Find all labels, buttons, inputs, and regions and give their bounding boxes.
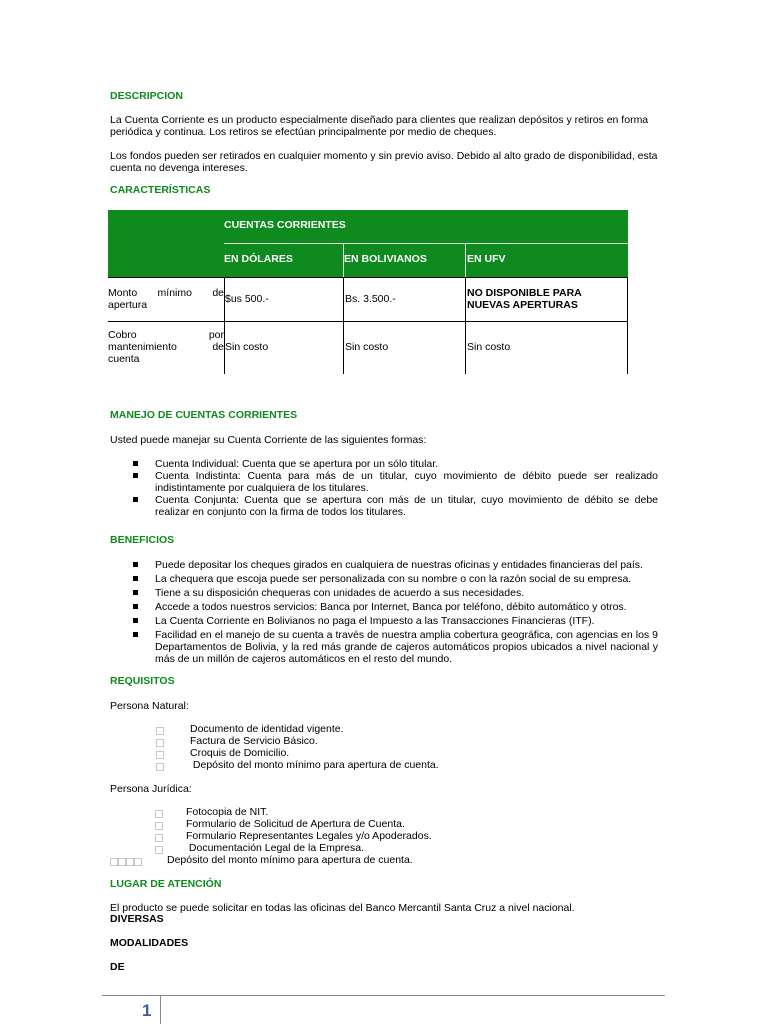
section-heading-beneficios: BENEFICIOS bbox=[110, 534, 175, 546]
list-item-text: Cuenta Conjunta: Cuenta que se apertura con más de un titular, cuyo movimiento de débito se debe realizar en conjunto con la firma de todos los titulares. bbox=[155, 494, 658, 518]
descripcion-p1-line1: La Cuenta Corriente es un producto especialmente diseñado para clientes que realizan depósitos y retiros en forma bbox=[110, 114, 649, 126]
requisito-juridica-item: Formulario de Solicitud de Apertura de Cuenta. bbox=[186, 818, 405, 830]
checkbox-icon bbox=[126, 858, 134, 866]
list-item-text: Puede depositar los cheques girados en cualquiera de nuestras oficinas y entidades financieras del país. bbox=[155, 559, 643, 571]
table-line bbox=[224, 277, 225, 374]
caracteristicas-table bbox=[108, 210, 628, 374]
label-word: Cobro bbox=[108, 329, 137, 341]
table-group-header: CUENTAS CORRIENTES bbox=[224, 219, 624, 231]
requisito-juridica-item: Documentación Legal de la Empresa. bbox=[186, 842, 365, 854]
checkbox-icon bbox=[134, 858, 142, 866]
list-item bbox=[133, 615, 658, 627]
section-heading-manejo: MANEJO DE CUENTAS CORRIENTES bbox=[110, 409, 298, 421]
table-line bbox=[343, 277, 344, 374]
list-item-text: La chequera que escoja puede ser personalizada con su nombre o con la razón social de su empresa. bbox=[155, 573, 632, 585]
section-heading-descripcion: DESCRIPCION bbox=[110, 90, 183, 102]
table-col-header-bolivianos: EN BOLIVIANOS bbox=[344, 253, 427, 265]
table-cell-monto-ufv: NO DISPONIBLE PARA NUEVAS APERTURAS bbox=[467, 287, 582, 311]
checkbox-icon bbox=[155, 810, 163, 818]
list-item-text: Cuenta Individual: Cuenta que se apertura por un sólo titular. bbox=[155, 458, 439, 470]
lugar-text: El producto se puede solicitar en todas las oficinas del Banco Mercantil Santa Cruz a nivel nacional. bbox=[110, 902, 575, 914]
label-word: de bbox=[212, 341, 224, 353]
checkbox-icon bbox=[118, 858, 126, 866]
list-item-text: La Cuenta Corriente en Bolivianos no paga el Impuesto a las Transacciones Financieras (ITF). bbox=[155, 615, 595, 627]
table-row-label-cobro bbox=[108, 329, 224, 365]
beneficios-list bbox=[133, 559, 658, 665]
list-item bbox=[133, 629, 658, 665]
list-item-text: Facilidad en el manejo de su cuenta a través de nuestra amplia cobertura geográfica, con agencias en los 9 Departamentos de Bolivia, y la red más grande de cajeros automáticos propios ubicados a nivel nacional y más de un millón de cajeros automáticos en el resto del mundo. bbox=[155, 629, 658, 665]
descripcion-p1-line2: periódica y continua. Los retiros se efectúan principalmente por medio de cheques. bbox=[110, 126, 497, 138]
lugar-bold-line: MODALIDADES bbox=[110, 937, 189, 949]
table-cell-cobro-bolivianos: Sin costo bbox=[345, 341, 389, 353]
list-item bbox=[133, 601, 658, 613]
requisito-juridica-item: Depósito del monto mínimo para apertura de cuenta. bbox=[167, 854, 413, 866]
label-word: cuenta bbox=[108, 353, 140, 365]
checkbox-icon bbox=[156, 739, 164, 747]
section-heading-requisitos: REQUISITOS bbox=[110, 675, 175, 687]
label-word: Monto bbox=[108, 287, 138, 299]
manejo-intro: Usted puede manejar su Cuenta Corriente de las siguientes formas: bbox=[110, 434, 427, 446]
table-cell-monto-bolivianos: Bs. 3.500.- bbox=[345, 293, 396, 305]
table-cell-cobro-dolares: Sin costo bbox=[225, 341, 269, 353]
requisito-juridica-item: Formulario Representantes Legales y/o Apoderados. bbox=[186, 830, 432, 842]
descripcion-p2-line2: cuenta no devenga intereses. bbox=[110, 162, 248, 174]
list-item bbox=[133, 559, 658, 571]
table-header-divider bbox=[224, 243, 628, 244]
list-item bbox=[133, 494, 658, 518]
footer-divider-vertical bbox=[160, 996, 161, 1024]
table-line bbox=[465, 277, 466, 374]
requisito-natural-item: Factura de Servicio Básico. bbox=[190, 735, 318, 747]
label-word: mantenimiento bbox=[108, 341, 177, 353]
descripcion-p2-line1: Los fondos pueden ser retirados en cualquier momento y sin previo aviso. Debido al alto grado de disponibilidad, esta bbox=[110, 150, 658, 162]
checkbox-icon bbox=[156, 751, 164, 759]
label-word: de bbox=[212, 287, 224, 299]
bullet-icon bbox=[133, 461, 138, 466]
checkbox-icon bbox=[110, 858, 118, 866]
persona-natural-label: Persona Natural: bbox=[110, 700, 189, 712]
label-word: apertura bbox=[108, 299, 148, 311]
table-cell-monto-dolares: $us 500.- bbox=[225, 293, 269, 305]
page-number: 1 bbox=[142, 1001, 152, 1020]
manejo-list bbox=[133, 458, 658, 518]
label-word: mínimo bbox=[157, 287, 192, 299]
bullet-icon bbox=[133, 632, 138, 637]
table-line bbox=[627, 277, 628, 374]
table-line bbox=[108, 277, 628, 278]
list-item bbox=[133, 470, 658, 494]
table-row-label-monto bbox=[108, 287, 224, 311]
requisito-natural-item: Croquis de Domicilio. bbox=[190, 747, 290, 759]
requisito-juridica-item: Fotocopia de NIT. bbox=[186, 806, 269, 818]
footer-divider bbox=[102, 995, 665, 996]
section-heading-lugar: LUGAR DE ATENCIÓN bbox=[110, 878, 222, 890]
checkbox-icon bbox=[155, 822, 163, 830]
lugar-bold-line: DE bbox=[110, 961, 125, 973]
list-item bbox=[133, 458, 658, 470]
bullet-icon bbox=[133, 497, 138, 502]
bullet-icon bbox=[133, 590, 138, 595]
table-header-sep-2 bbox=[465, 244, 466, 277]
section-heading-caracteristicas: CARACTERÍSTICAS bbox=[110, 184, 211, 196]
bullet-icon bbox=[133, 576, 138, 581]
list-item-text: Tiene a su disposición chequeras con unidades de acuerdo a sus necesidades. bbox=[155, 587, 525, 599]
bullet-icon bbox=[133, 473, 138, 478]
table-header-sep-1 bbox=[343, 244, 344, 277]
list-item-text: Cuenta Indistinta: Cuenta para más de un titular, cuyo movimiento de débito puede ser realizado indistintamente por cualquiera de los titulares. bbox=[155, 470, 658, 494]
descripcion-paragraph-1 bbox=[110, 114, 658, 138]
checkbox-icon bbox=[155, 846, 163, 854]
requisito-natural-item: Depósito del monto mínimo para apertura de cuenta. bbox=[190, 759, 439, 771]
descripcion-paragraph-2 bbox=[110, 150, 658, 174]
requisito-natural-item: Documento de identidad vigente. bbox=[190, 723, 344, 735]
list-item bbox=[133, 587, 658, 599]
table-col-header-dolares: EN DÓLARES bbox=[224, 253, 293, 265]
checkbox-icon bbox=[156, 763, 164, 771]
checkbox-icon bbox=[156, 727, 164, 735]
bullet-icon bbox=[133, 562, 138, 567]
checkbox-icon bbox=[155, 834, 163, 842]
label-word: por bbox=[208, 329, 224, 341]
bullet-icon bbox=[133, 604, 138, 609]
lugar-bold-line: DIVERSAS bbox=[110, 913, 164, 925]
list-item bbox=[133, 573, 658, 585]
list-item-text: Accede a todos nuestros servicios: Banca por Internet, Banca por teléfono, débito automático y otros. bbox=[155, 601, 627, 613]
bullet-icon bbox=[133, 618, 138, 623]
table-line bbox=[108, 321, 628, 322]
table-col-header-ufv: EN UFV bbox=[467, 253, 506, 265]
persona-juridica-label: Persona Jurídica: bbox=[110, 783, 192, 795]
table-cell-cobro-ufv: Sin costo bbox=[467, 341, 511, 353]
